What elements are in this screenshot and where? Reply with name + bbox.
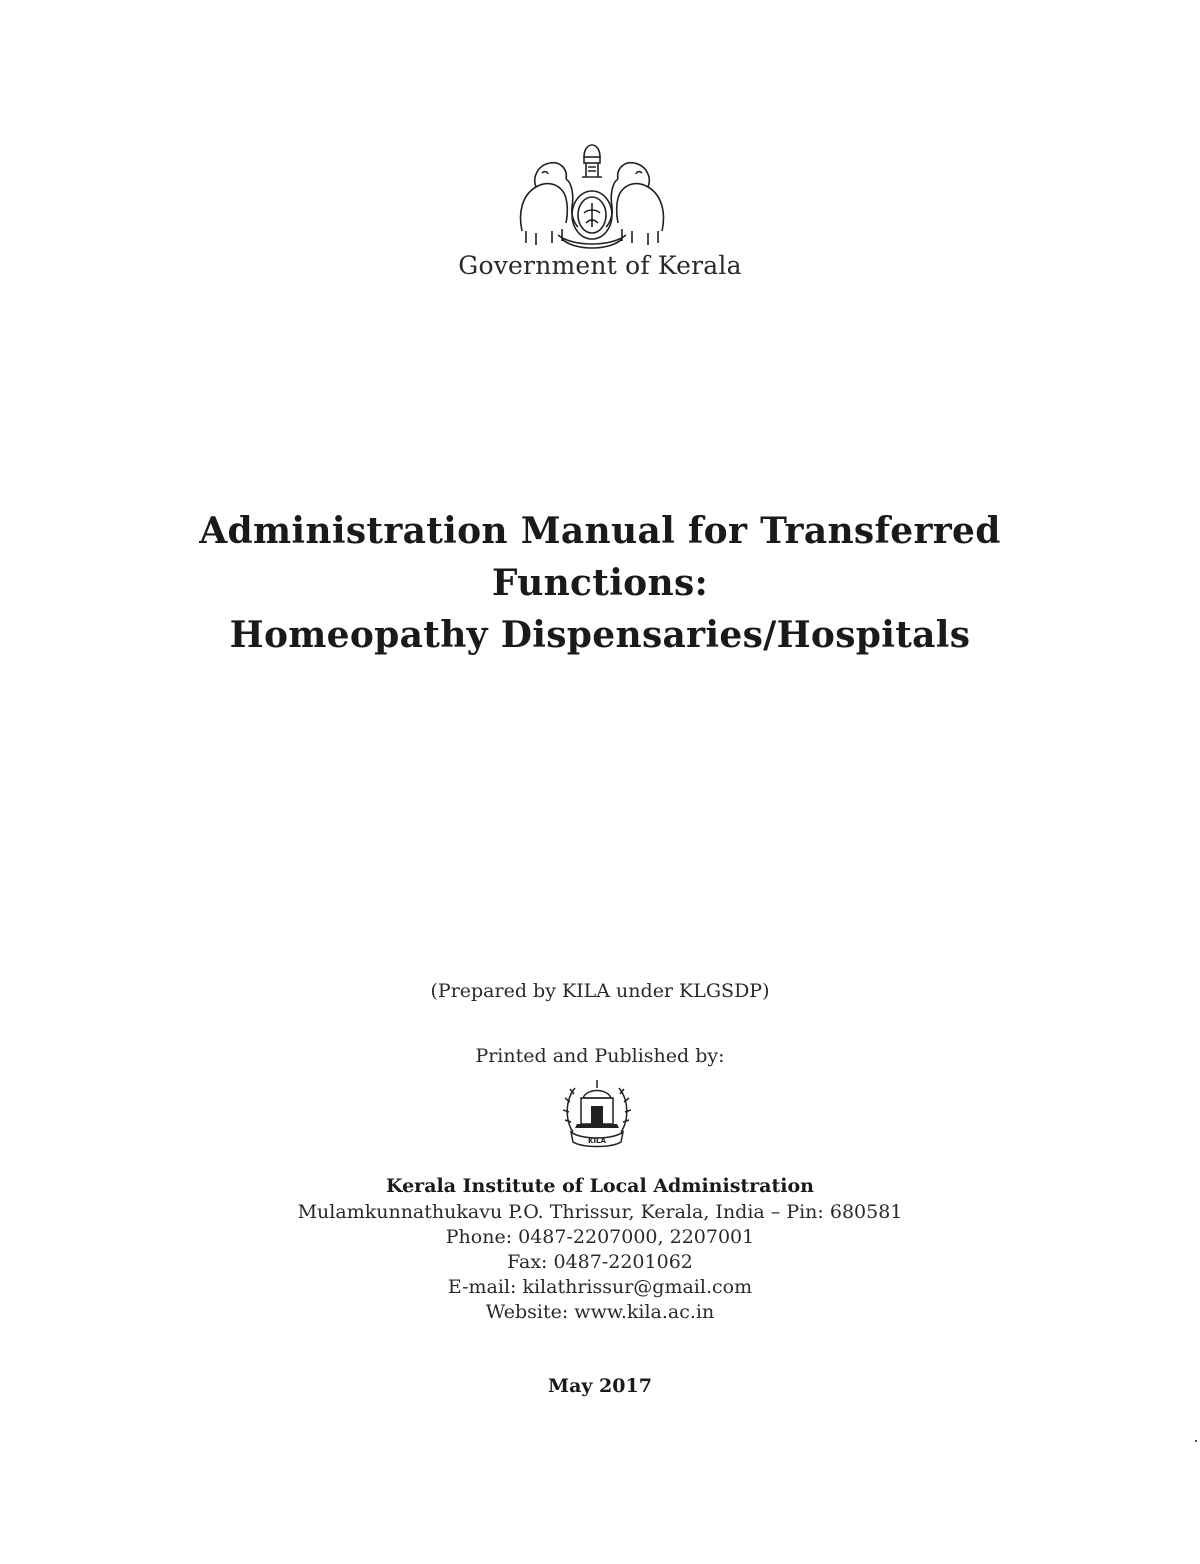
publisher-address: Mulamkunnathukavu P.O. Thrissur, Kerala, India – Pin: 680581 (297, 1201, 903, 1223)
publisher-email: E-mail: kilathrissur@gmail.com (447, 1276, 753, 1298)
government-heading: Government of Kerala (458, 251, 742, 280)
publisher-contact (0, 1200, 1200, 1325)
kerala-emblem-icon (512, 143, 672, 253)
stray-mark (1195, 1440, 1197, 1442)
prepared-note: (Prepared by KILA under KLGSDP) (430, 980, 770, 1002)
printed-by-label: Printed and Published by: (475, 1045, 725, 1067)
kila-logo-icon (563, 1076, 631, 1148)
publisher-name: Kerala Institute of Local Administration (386, 1175, 814, 1197)
publisher-website: Website: www.kila.ac.in (485, 1301, 715, 1323)
document-title (0, 505, 1200, 661)
publication-date: May 2017 (548, 1375, 652, 1397)
kila-logo-label: KILA (588, 1137, 606, 1145)
title-line-1: Administration Manual for Transferred (199, 510, 1001, 552)
title-line-3: Homeopathy Dispensaries/Hospitals (229, 614, 971, 656)
title-line-2: Functions: (491, 562, 709, 604)
publisher-phone: Phone: 0487-2207000, 2207001 (445, 1226, 755, 1248)
publisher-fax: Fax: 0487-2201062 (507, 1251, 693, 1273)
